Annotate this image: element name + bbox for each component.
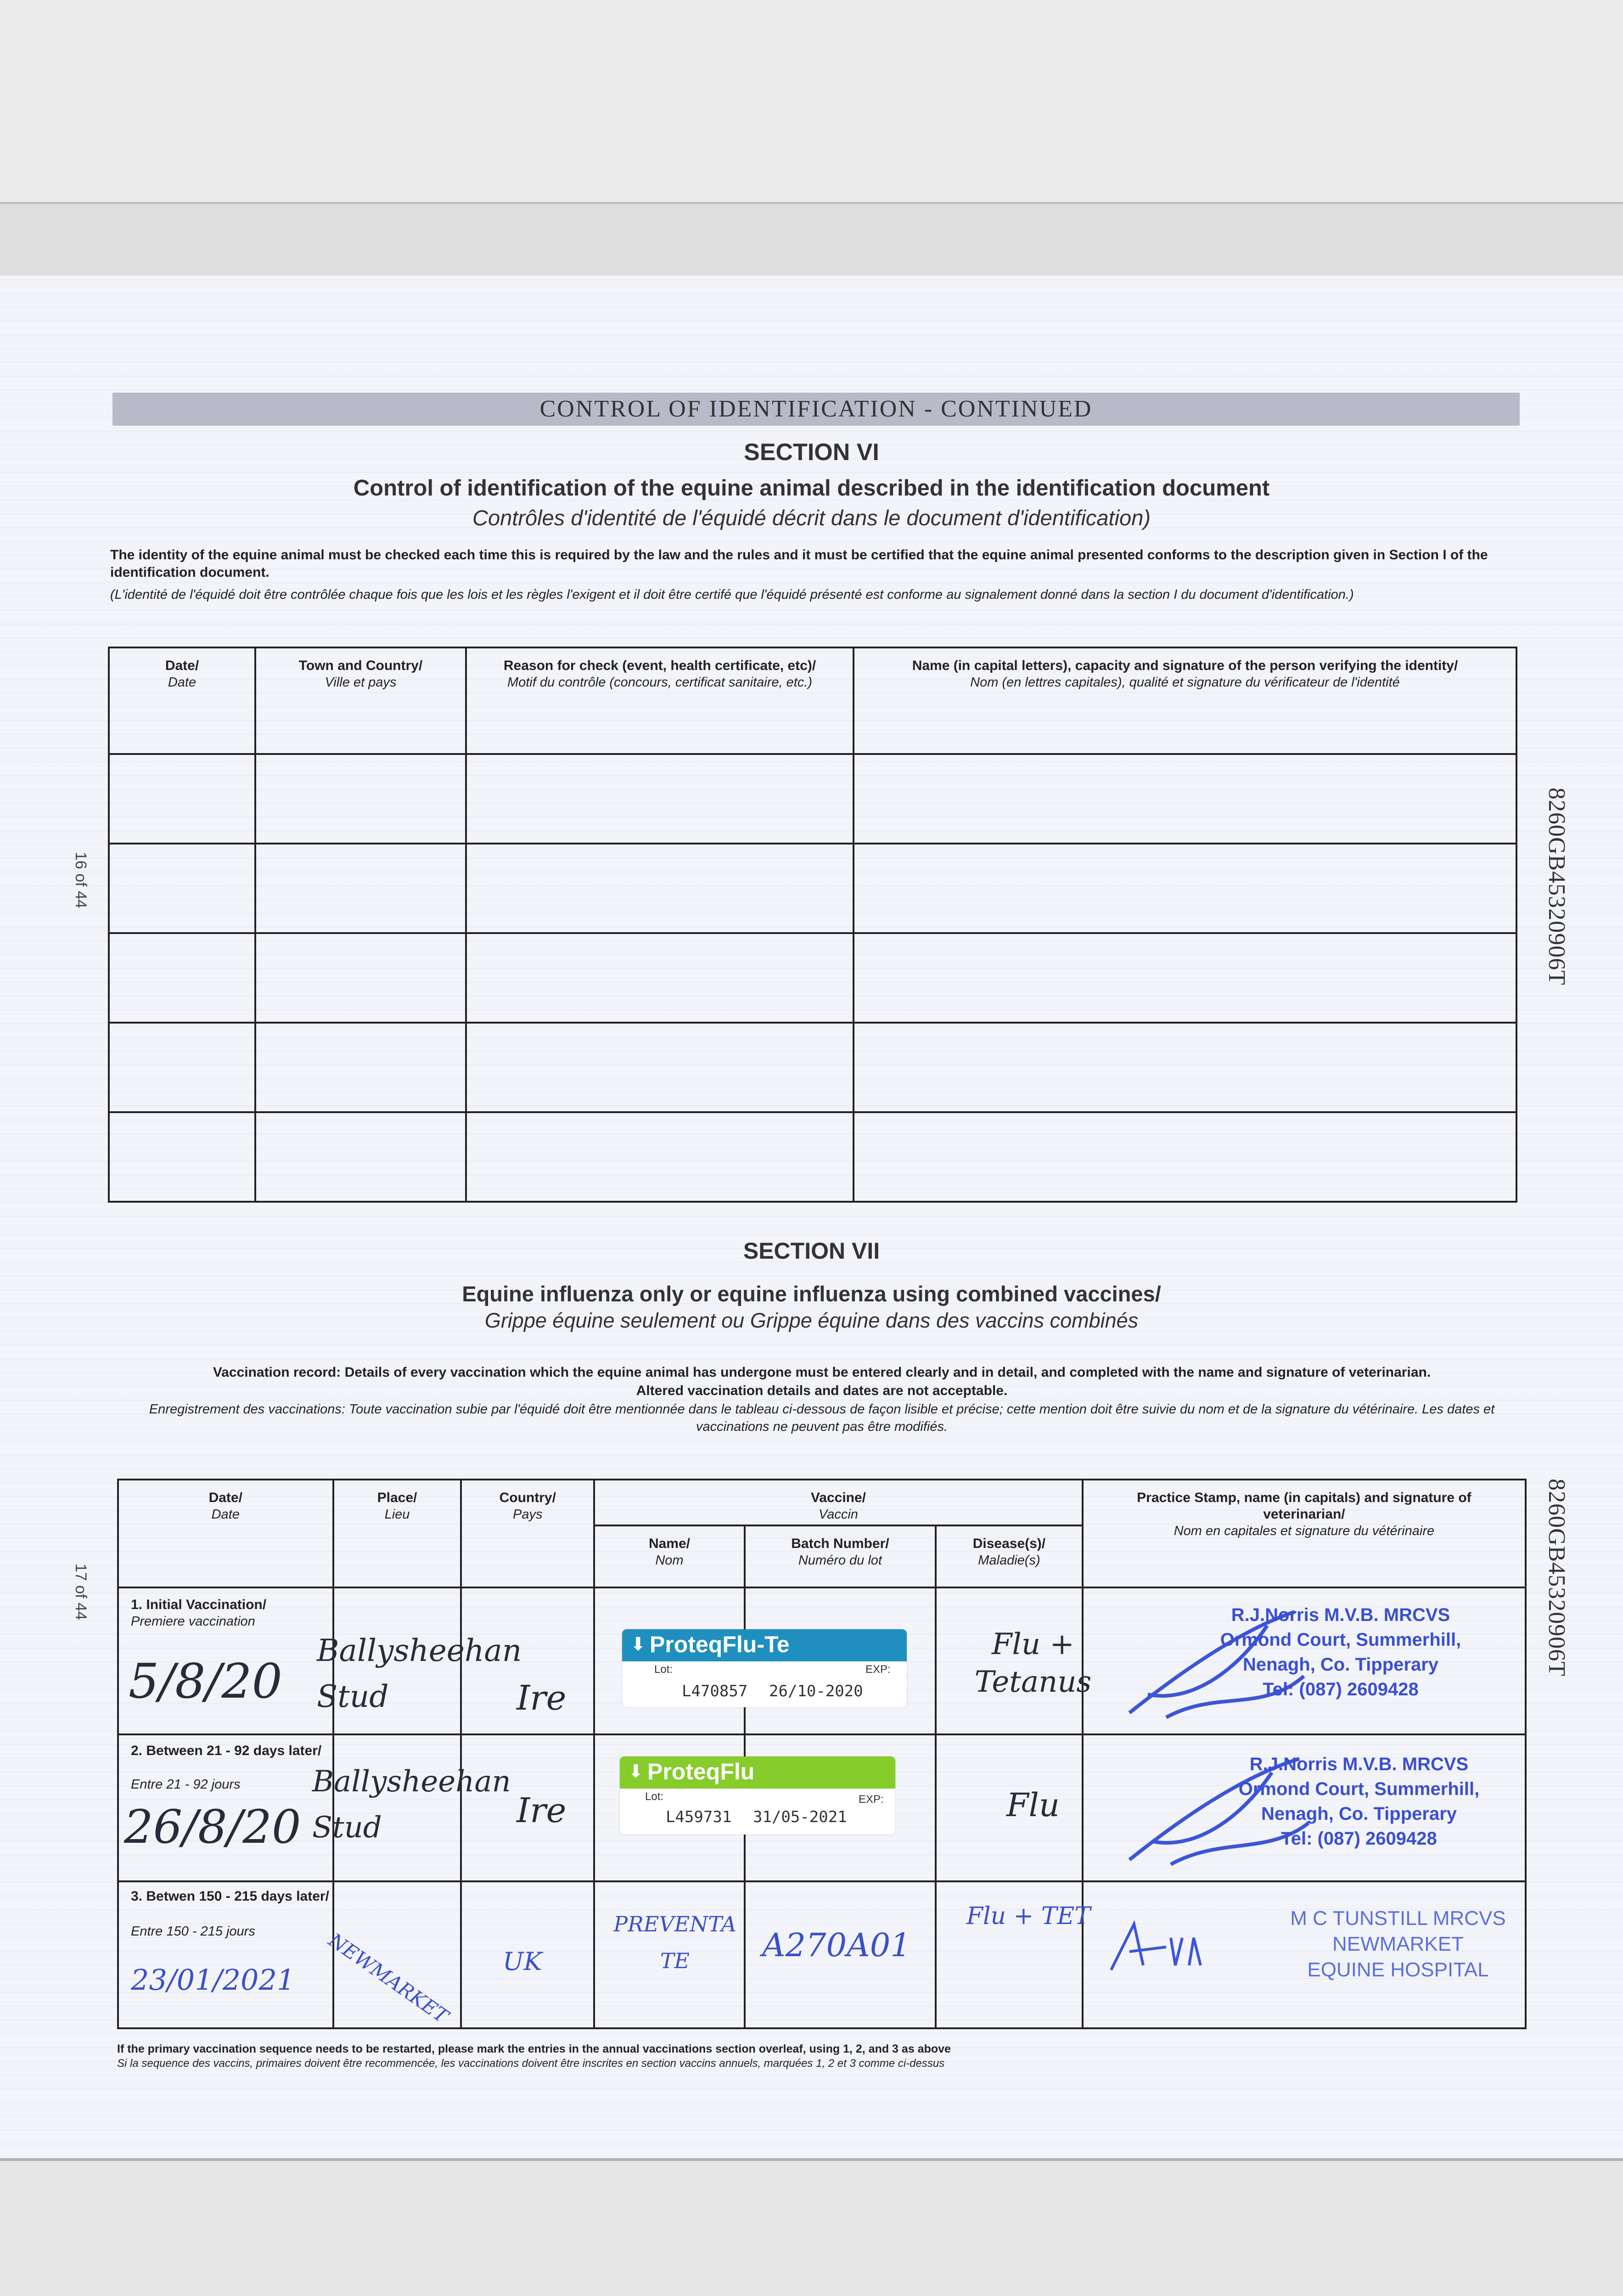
cell-date[interactable] (109, 1023, 255, 1112)
row3-label-en: 3. Betwen 150 - 215 days later/ (131, 1889, 329, 1904)
col-vaccine-header (594, 1480, 1083, 1525)
row3-batch: A270A01 (762, 1926, 911, 1964)
stamp-line: Ormond Court, Summerhill, (1238, 1779, 1480, 1799)
background-band (0, 202, 1623, 284)
row2-place: Ballysheehan Stud (312, 1765, 511, 1845)
cell-name[interactable] (854, 844, 1516, 933)
hdr-vaccine-fr: Vaccin (818, 1507, 858, 1522)
hdr-country-fr: Pays (513, 1507, 543, 1522)
col-name-header (854, 647, 1516, 754)
row2-label-fr: Entre 21 - 92 jours (131, 1777, 241, 1792)
hdr-name-fr: Nom (655, 1553, 684, 1568)
row1-country: Ire (517, 1678, 567, 1718)
table-row (109, 1112, 1516, 1202)
table-row (109, 933, 1516, 1023)
cell-reason[interactable] (466, 844, 854, 933)
hdr-vaccine-en: Vaccine/ (810, 1490, 866, 1505)
col-batch-header (745, 1525, 936, 1587)
vaccine-label-1-exp: 26/10-2020 (769, 1682, 863, 1700)
hdr-batch-fr: Numéro du lot (798, 1553, 882, 1568)
banner-text: CONTROL OF IDENTIFICATION - CONTINUED (539, 396, 1093, 422)
row3-vaccine-name: PREVENTA TE (613, 1912, 736, 1973)
hdr-batch-en: Batch Number/ (791, 1536, 889, 1551)
section-vii-title-en: Equine influenza only or equine influenza using combined vaccines/ (462, 1282, 1161, 1306)
row2-country: Ire (517, 1791, 567, 1830)
stamp-norris-1 (1175, 1603, 1506, 1702)
cell-name[interactable] (854, 754, 1516, 844)
col-date-fr: Date (168, 675, 197, 690)
col-town-en: Town and Country/ (298, 658, 423, 673)
cell-date[interactable] (109, 844, 255, 933)
signature-tunstill (1102, 1906, 1253, 1984)
stamp-tunstill (1272, 1906, 1524, 1983)
row1-date: 5/8/20 (129, 1653, 282, 1709)
col-reason-header (466, 647, 854, 754)
row3-place: NEWMARKET (324, 1929, 453, 2028)
drop-icon: ⬇ (630, 1634, 646, 1654)
stamp-line: EQUINE HOSPITAL (1307, 1958, 1489, 1981)
cell-town[interactable] (255, 1112, 466, 1202)
row3-label-fr: Entre 150 - 215 jours (131, 1924, 255, 1939)
stamp-line: M C TUNSTILL MRCVS (1290, 1907, 1506, 1930)
section-vii-title-fr: Grippe équine seulement ou Grippe équine dans des vaccins combinés (484, 1309, 1139, 1332)
vaccine-label-2 (620, 1756, 895, 1835)
stamp-line: R.J.Norris M.V.B. MRCVS (1231, 1605, 1450, 1625)
page-number-16: 16 of 44 (72, 852, 90, 908)
page-number-17: 17 of 44 (72, 1564, 90, 1620)
section-vi-heading: SECTION VI (744, 439, 879, 466)
row2-disease: Flu (1006, 1786, 1060, 1824)
table-row (109, 1023, 1516, 1112)
cell-name[interactable] (854, 1023, 1516, 1112)
section-vii-intro-en-1: Vaccination record: Details of every vaccination which the equine animal has undergone must be entered clearly and in detail, and completed with the name and signature of veterinarian. (213, 1365, 1431, 1380)
col-town-header (255, 647, 466, 754)
vaccine-label-1-lot: L470857 (682, 1682, 748, 1700)
identity-check-table (108, 647, 1517, 1203)
section-vi-title-en: Control of identification of the equine animal described in the identification document (353, 476, 1270, 501)
cell-town[interactable] (255, 933, 466, 1023)
stamp-line: NEWMARKET (1332, 1933, 1464, 1955)
vaccine-label-1-exp-label: EXP: (865, 1663, 891, 1676)
col-stamp-header (1083, 1480, 1526, 1587)
vaccine-label-2-exp: 31/05-2021 (753, 1808, 847, 1826)
hdr-stamp-fr: Nom en capitales et signature du vétérinaire (1174, 1524, 1435, 1538)
drop-icon: ⬇ (628, 1761, 644, 1782)
hdr-name-en: Name/ (648, 1536, 690, 1551)
side-code-top: 8260GB45320906T (1544, 788, 1570, 985)
vaccine-label-2-exp-label: EXP: (859, 1793, 884, 1806)
stamp-line: Tel: (087) 2609428 (1281, 1829, 1437, 1849)
stamp-line: Nenagh, Co. Tipperary (1242, 1654, 1438, 1675)
cell-reason[interactable] (466, 1112, 854, 1202)
hdr-disease-en: Disease(s)/ (972, 1536, 1046, 1551)
row1-place: Ballysheehan Stud (317, 1633, 522, 1714)
cell-town[interactable] (255, 844, 466, 933)
vaccine-label-2-lot-label: Lot: (645, 1790, 664, 1803)
background-bottom (0, 2158, 1623, 2296)
side-code-bottom: 8260GB45320906T (1544, 1479, 1570, 1677)
cell-town[interactable] (255, 1023, 466, 1112)
col-name-header (594, 1525, 745, 1587)
col-place-header (333, 1480, 461, 1587)
hdr-stamp-en: Practice Stamp, name (in capitals) and signature of veterinarian/ (1137, 1490, 1471, 1522)
section-vii-intro-en-2: Altered vaccination details and dates are not acceptable. (636, 1383, 1008, 1398)
stamp-line: Tel: (087) 2609428 (1263, 1679, 1419, 1699)
row1-disease: Flu + Tetanus (974, 1627, 1092, 1699)
col-town-fr: Ville et pays (325, 675, 397, 690)
row1-label-fr: Premiere vaccination (131, 1614, 255, 1629)
cell-reason[interactable] (466, 754, 854, 844)
cell-date[interactable] (109, 1112, 255, 1202)
row2-label-en: 2. Between 21 - 92 days later/ (131, 1743, 322, 1758)
section-banner (112, 393, 1520, 426)
vaccine-label-2-lot: L459731 (666, 1808, 732, 1826)
col-date-en: Date/ (165, 658, 199, 673)
col-reason-fr: Motif du contrôle (concours, certificat sanitaire, etc.) (507, 675, 813, 690)
hdr-place-fr: Lieu (384, 1507, 410, 1522)
section-vi-intro-fr: (L'identité de l'équidé doit être contrôlée chaque fois que les lois et les règles l'exigent et il doit être certifé que l'équidé présenté est conforme au signalement donné dans la section I du document d'identification.) (110, 587, 1354, 602)
table-row (109, 754, 1516, 844)
hdr-place-en: Place/ (377, 1490, 417, 1505)
hdr-country-en: Country/ (499, 1490, 556, 1505)
hdr-disease-fr: Maladie(s) (978, 1553, 1040, 1568)
cell-date[interactable] (109, 754, 255, 844)
section-vii-heading: SECTION VII (743, 1238, 880, 1264)
col-disease-header (936, 1525, 1083, 1587)
table-row (109, 844, 1516, 933)
stamp-line: Nenagh, Co. Tipperary (1261, 1804, 1457, 1824)
row1-label-en: 1. Initial Vaccination/ (131, 1597, 267, 1612)
hdr-date-fr: Date (211, 1507, 240, 1522)
col-country-header (461, 1480, 594, 1587)
cell-town[interactable] (255, 754, 466, 844)
vaccine-label-1-lot-label: Lot: (654, 1663, 673, 1676)
col-reason-en: Reason for check (event, health certificate, etc)/ (503, 658, 816, 673)
cell-reason[interactable] (466, 1023, 854, 1112)
row3-disease: Flu + TET (966, 1902, 1091, 1930)
col-date-header (118, 1480, 333, 1587)
row3-date: 23/01/2021 (131, 1963, 295, 1997)
section-vii-intro-fr: Enregistrement des vaccinations: Toute vaccination subie par l'équidé doit être mentionnée dans le tableau ci-dessous de façon lisible et précise; cette mention doit être suivie du nom et de la signature du vétérinaire. Les dates et vaccinations ne peuvent pas être modifiés. (149, 1402, 1495, 1434)
cell-name[interactable] (854, 933, 1516, 1023)
vaccine-label-1 (622, 1629, 907, 1707)
background-top (0, 0, 1623, 202)
section-vi-intro-en: The identity of the equine animal must be checked each time this is required by the law and the rules and it must be certified that the equine animal presented conforms to the description given in Section I of the identification document. (110, 547, 1488, 580)
stamp-line: R.J.Norris M.V.B. MRCVS (1249, 1754, 1469, 1774)
section-vi-title-fr: Contrôles d'identité de l'équidé décrit dans le document d'identification) (472, 506, 1151, 530)
col-name-fr: Nom (en lettres capitales), qualité et signature du vérificateur de l'identité (970, 675, 1400, 690)
col-name-en: Name (in capital letters), capacity and signature of the person verifying the identity/ (912, 658, 1458, 673)
stamp-line: Ormond Court, Summerhill, (1220, 1630, 1461, 1650)
footer-note-fr: Si la sequence des vaccins, primaires doivent être recommencée, les vaccinations doivent être inscrites en section vaccins annuels, marquées 1, 2 et 3 comme ci-dessus (117, 2057, 945, 2070)
row3-country: UK (503, 1947, 542, 1976)
col-date-header (109, 647, 255, 754)
stamp-norris-2 (1194, 1752, 1524, 1851)
vaccine-label-2-brand: ProteqFlu (647, 1759, 755, 1784)
hdr-date-en: Date/ (208, 1490, 242, 1505)
cell-date[interactable] (109, 933, 255, 1023)
row2-date: 26/8/20 (124, 1800, 301, 1854)
cell-reason[interactable] (466, 933, 854, 1023)
footer-note-en: If the primary vaccination sequence needs to be restarted, please mark the entries in the annual vaccinations section overleaf, using 1, 2, and 3 as above (117, 2043, 951, 2055)
cell-name[interactable] (854, 1112, 1516, 1202)
vaccine-label-1-brand: ProteqFlu-Te (650, 1632, 790, 1657)
